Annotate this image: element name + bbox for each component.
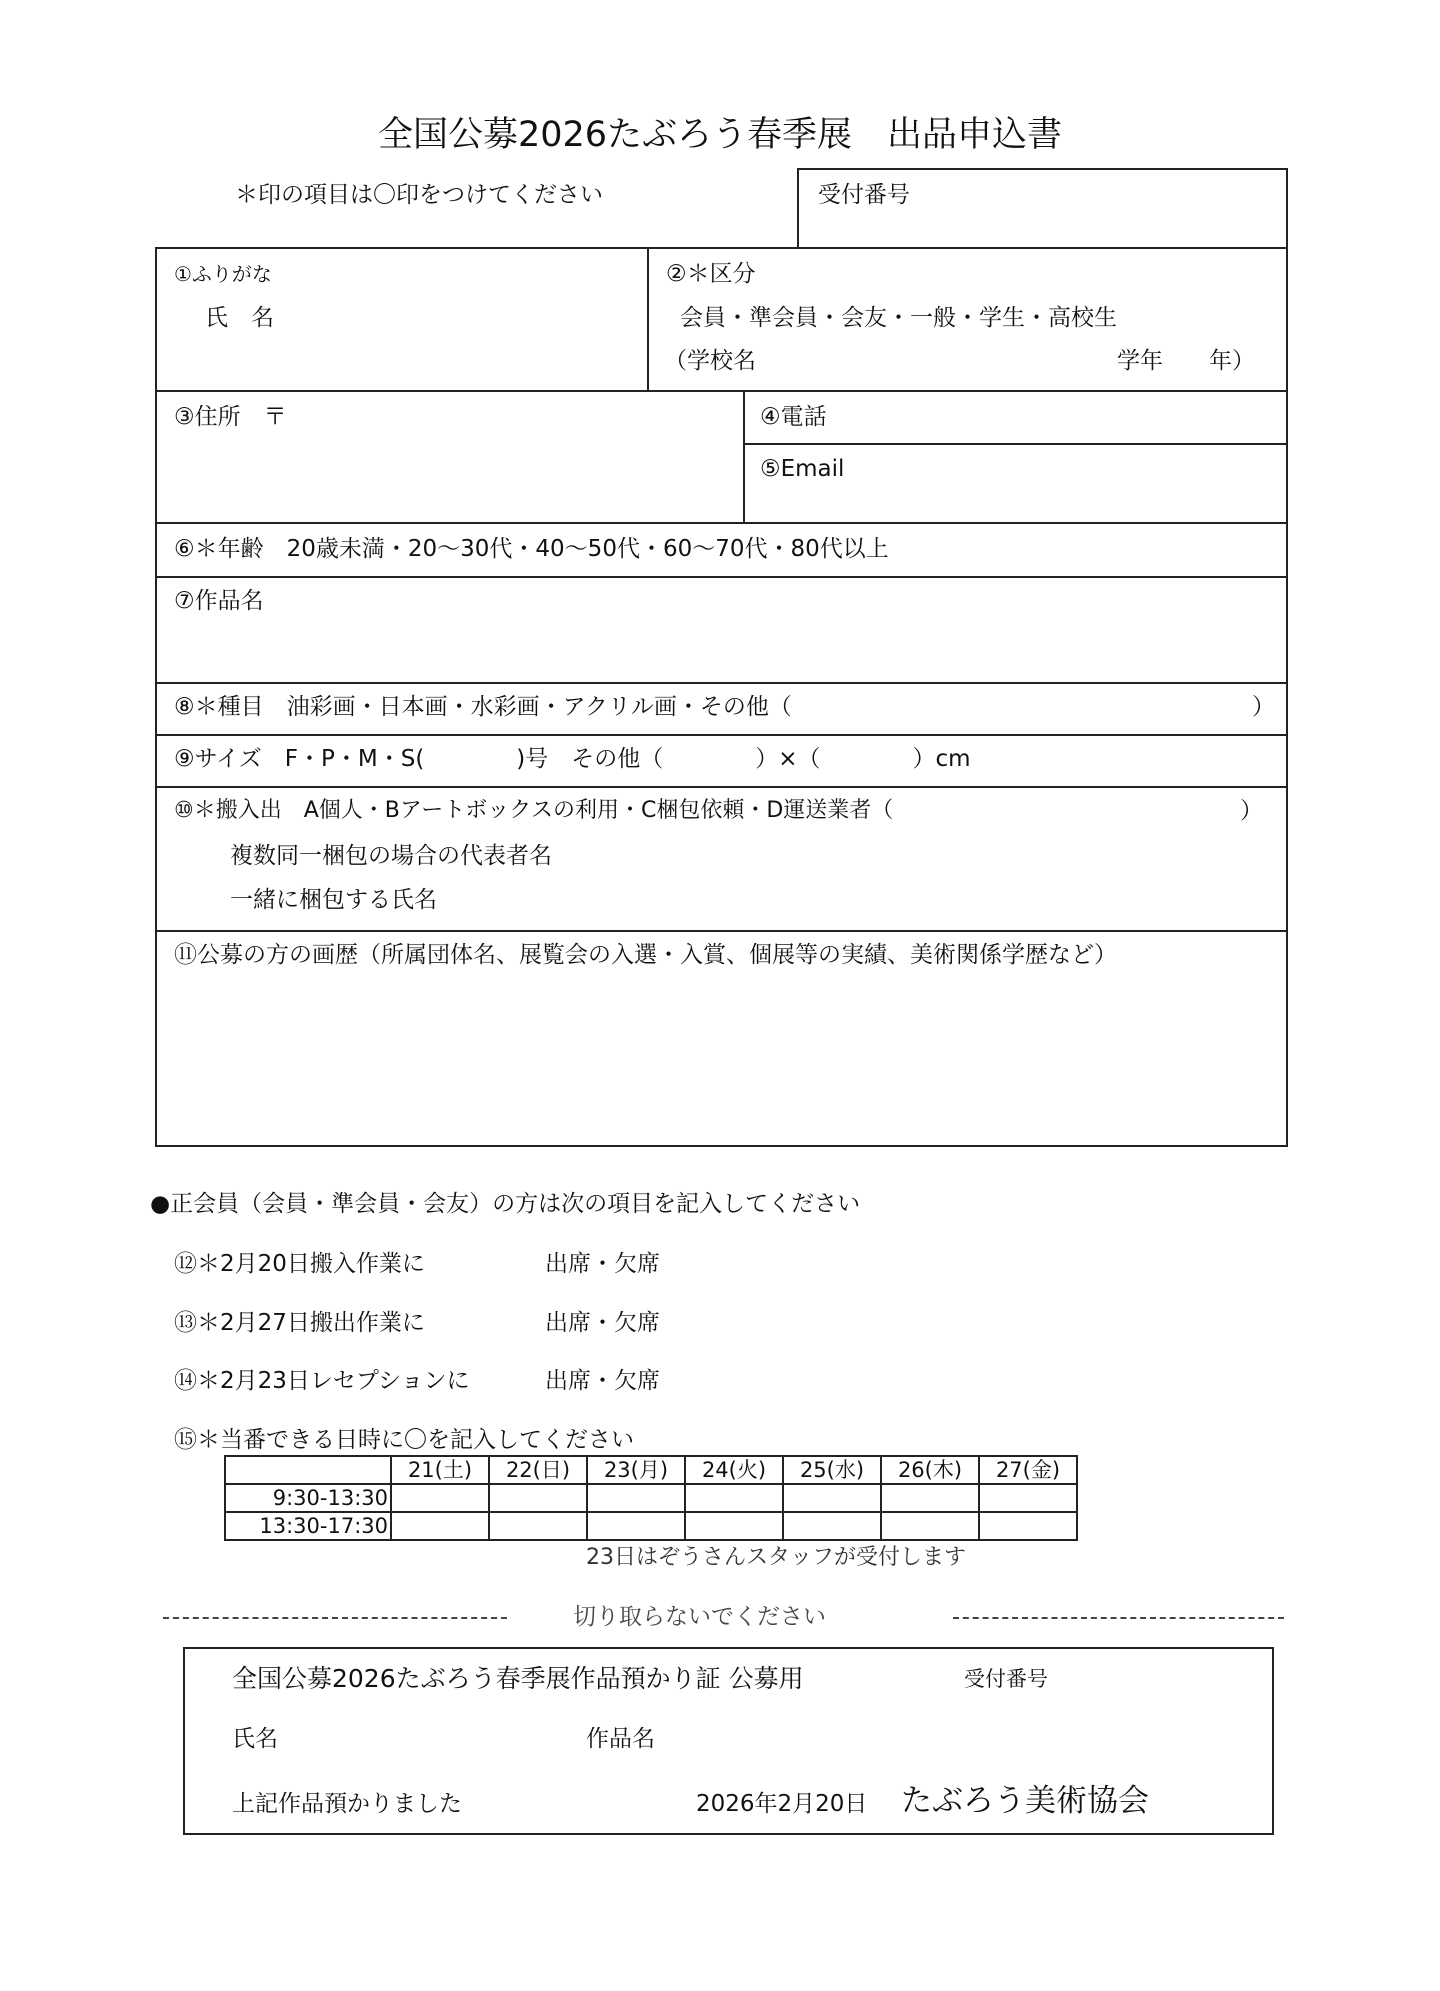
schedule-cell[interactable] xyxy=(587,1484,685,1512)
item-14-choice[interactable]: 出席・欠席 xyxy=(545,1368,660,1394)
type-close: ） xyxy=(1252,694,1275,720)
schedule-cell[interactable] xyxy=(783,1484,881,1512)
divider xyxy=(743,390,745,522)
receipt-number-box[interactable] xyxy=(797,168,1288,249)
address-label: ③住所 〒 xyxy=(174,404,287,430)
divider xyxy=(155,522,1288,524)
cut-notice: 切り取らないでください xyxy=(573,1604,826,1630)
schedule-cell[interactable] xyxy=(391,1512,489,1540)
item-13-choice[interactable]: 出席・欠席 xyxy=(545,1310,660,1336)
divider xyxy=(155,682,1288,684)
delivery-close: ） xyxy=(1240,798,1263,824)
category-label: ②＊区分 xyxy=(666,261,756,287)
furigana-label: ①ふりがな xyxy=(174,262,272,286)
schedule-cell[interactable] xyxy=(979,1484,1077,1512)
schedule-cell[interactable] xyxy=(391,1484,489,1512)
day-header: 22(日) xyxy=(489,1456,587,1484)
day-header: 27(金) xyxy=(979,1456,1077,1484)
schedule-cell[interactable] xyxy=(685,1512,783,1540)
slot-label: 9:30-13:30 xyxy=(225,1484,391,1512)
group-names-label: 一緒に梱包する氏名 xyxy=(230,887,437,913)
receipt-work-label: 作品名 xyxy=(586,1726,655,1752)
name-label: 氏 名 xyxy=(205,305,274,331)
schedule-cell[interactable] xyxy=(685,1484,783,1512)
duty-label: ⑮＊当番できる日時に〇を記入してください xyxy=(174,1427,634,1453)
schedule-cell[interactable] xyxy=(881,1484,979,1512)
table-row xyxy=(225,1512,1077,1540)
instruction-text: ＊印の項目は〇印をつけてください xyxy=(235,182,603,208)
divider xyxy=(155,576,1288,578)
slot-label: 13:30-17:30 xyxy=(225,1512,391,1540)
receipt-date: 2026年2月20日 xyxy=(696,1791,868,1817)
divider xyxy=(155,390,1288,392)
schedule-cell[interactable] xyxy=(979,1512,1077,1540)
schedule-cell[interactable] xyxy=(881,1512,979,1540)
delivery-options[interactable]: ⑩＊搬入出 A個人・Bアートボックスの利用・C梱包依頼・D運送業者（ xyxy=(174,798,894,823)
day-header: 26(木) xyxy=(881,1456,979,1484)
divider xyxy=(155,786,1288,788)
day-header: 21(土) xyxy=(391,1456,489,1484)
table-header-row xyxy=(225,1456,1077,1484)
receipt-number-label: 受付番号 xyxy=(818,182,910,208)
school-name-label: （学校名 xyxy=(664,348,756,374)
item-12-label: ⑫＊2月20日搬入作業に xyxy=(174,1251,425,1277)
category-options[interactable]: 会員・準会員・会友・一般・学生・高校生 xyxy=(680,305,1117,331)
organization-name: たぶろう美術協会 xyxy=(901,1783,1149,1819)
members-heading: ●正会員（会員・準会員・会友）の方は次の項目を記入してください xyxy=(150,1191,861,1217)
header-blank xyxy=(225,1456,391,1484)
schedule-cell[interactable] xyxy=(489,1512,587,1540)
receipt-name-label: 氏名 xyxy=(232,1726,278,1752)
work-title-label: ⑦作品名 xyxy=(174,588,264,614)
item-12-choice[interactable]: 出席・欠席 xyxy=(545,1251,660,1277)
divider xyxy=(647,247,649,390)
group-rep-label: 複数同一梱包の場合の代表者名 xyxy=(230,843,552,869)
type-options[interactable]: ⑧＊種目 油彩画・日本画・水彩画・アクリル画・その他（ xyxy=(174,694,792,720)
receipt-received-text: 上記作品預かりました xyxy=(232,1791,462,1817)
divider xyxy=(743,443,1288,445)
cut-line-left xyxy=(163,1617,507,1619)
receipt-title: 全国公募2026たぶろう春季展作品預かり証 公募用 xyxy=(232,1664,804,1693)
schedule-cell[interactable] xyxy=(587,1512,685,1540)
table-row xyxy=(225,1484,1077,1512)
age-options[interactable]: ⑥＊年齢 20歳未満・20～30代・40～50代・60～70代・80代以上 xyxy=(174,536,889,562)
email-label: ⑤Email xyxy=(760,456,845,482)
day-header: 23(月) xyxy=(587,1456,685,1484)
grade-label: 学年 年） xyxy=(1117,348,1255,374)
size-field[interactable]: ⑨サイズ F・P・M・S( )号 その他（ ）×（ ）cm xyxy=(174,746,971,772)
day-header: 24(火) xyxy=(685,1456,783,1484)
schedule-cell[interactable] xyxy=(783,1512,881,1540)
item-14-label: ⑭＊2月23日レセプションに xyxy=(174,1368,470,1394)
page-title: 全国公募2026たぶろう春季展 出品申込書 xyxy=(377,115,1063,155)
cut-line-right xyxy=(953,1617,1284,1619)
receipt-number-label: 受付番号 xyxy=(964,1667,1048,1691)
day-header: 25(水) xyxy=(783,1456,881,1484)
divider xyxy=(155,930,1288,932)
schedule-note: 23日はぞうさんスタッフが受付します xyxy=(586,1545,966,1570)
phone-label: ④電話 xyxy=(760,404,827,430)
divider xyxy=(155,734,1288,736)
duty-schedule-table xyxy=(224,1455,1078,1541)
schedule-cell[interactable] xyxy=(489,1484,587,1512)
item-13-label: ⑬＊2月27日搬出作業に xyxy=(174,1310,425,1336)
history-label: ⑪公募の方の画歴（所属団体名、展覧会の入選・入賞、個展等の実績、美術関係学歴など） xyxy=(174,942,1117,968)
